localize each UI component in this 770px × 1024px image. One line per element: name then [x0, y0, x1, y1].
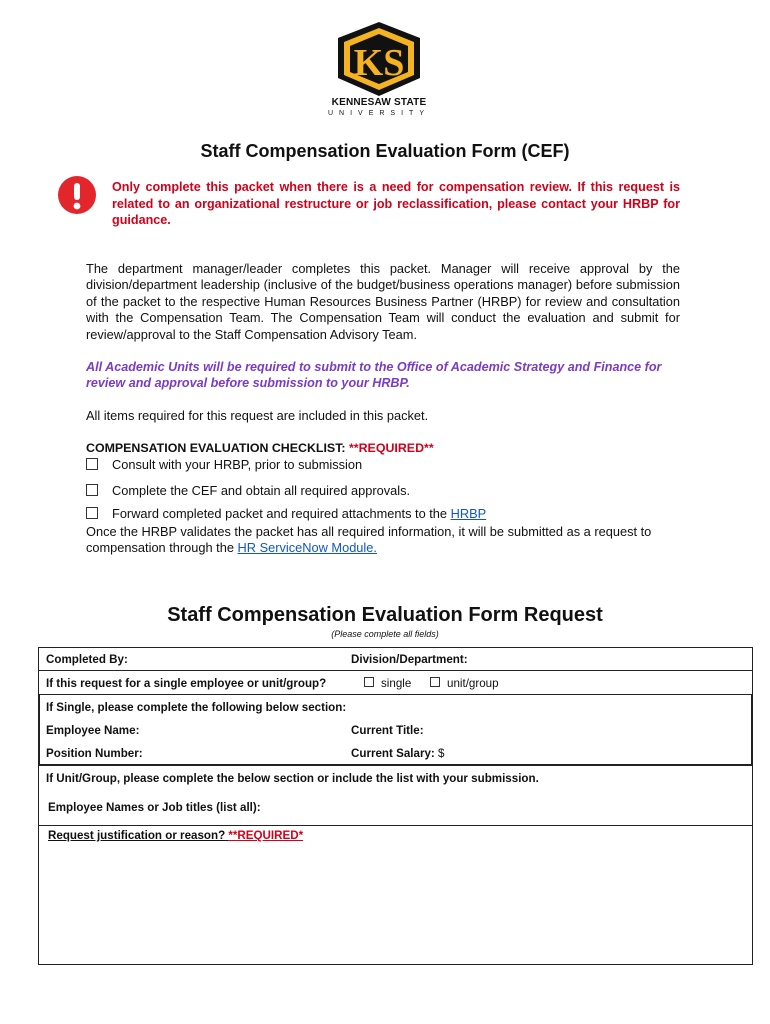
- request-form: [38, 647, 753, 965]
- checklist-item: [86, 483, 410, 498]
- university-logo: [328, 20, 430, 124]
- hrbp-link[interactable]: HRBP: [450, 506, 487, 521]
- form-row-divider: [38, 670, 753, 671]
- salary-symbol: $: [438, 747, 445, 760]
- checklist-item-label: Complete the CEF and obtain all required approvals.: [112, 483, 411, 498]
- form-subtitle: (Please complete all fields): [331, 629, 439, 639]
- justification-text: Request justification or reason?: [48, 829, 226, 842]
- page-title: Staff Compensation Evaluation Form (CEF): [200, 141, 570, 161]
- justification-required: **REQUIRED*: [228, 829, 304, 842]
- form-row-divider: [38, 764, 753, 766]
- unit-group-option-label: unit/group: [447, 677, 499, 690]
- current-salary-text: Current Salary:: [351, 747, 435, 760]
- checklist-item: [86, 457, 362, 472]
- checkbox[interactable]: [86, 507, 98, 519]
- form-title: Staff Compensation Evaluation Form Request: [167, 604, 603, 626]
- single-section-border: [38, 694, 40, 765]
- included-note: All items required for this request are included in this packet.: [86, 408, 429, 423]
- checklist-required-label: **REQUIRED**: [348, 441, 434, 455]
- completed-by-label: Completed By:: [46, 653, 128, 666]
- checklist-item-label: Forward completed packet and required attachments to the: [112, 506, 451, 521]
- logo-university-name: KENNESAW STATE: [331, 97, 427, 108]
- logo-university-sub: UNIVERSITY: [327, 110, 430, 117]
- checklist-item: [86, 506, 486, 521]
- position-number-label: Position Number:: [46, 747, 143, 760]
- employee-name-label: Employee Name:: [46, 724, 140, 737]
- exclamation-icon: [57, 175, 97, 215]
- form-border-top: [38, 647, 753, 648]
- svg-text:KS: KS: [353, 42, 405, 84]
- checklist-item-label: Consult with your HRBP, prior to submission: [112, 457, 363, 472]
- form-border-bottom: [38, 964, 753, 965]
- current-title-label: Current Title:: [351, 724, 424, 737]
- current-salary-label: [351, 747, 444, 760]
- single-section-border: [751, 694, 753, 765]
- single-section-heading: If Single, please complete the following below section:: [46, 701, 347, 714]
- checkbox[interactable]: [86, 484, 98, 496]
- request-type-question: If this request for a single employee or unit/group?: [46, 677, 327, 690]
- servicenow-link[interactable]: HR ServiceNow Module.: [237, 540, 377, 556]
- academic-note: All Academic Units will be required to submit to the Office of Academic Strategy and Finance for review and approval before submission to your HRBP.: [86, 360, 662, 391]
- form-row-divider: [38, 694, 753, 695]
- checklist-heading: [86, 441, 434, 455]
- unit-section-heading: If Unit/Group, please complete the below section or include the list with your submission.: [46, 772, 539, 785]
- division-label: Division/Department:: [351, 653, 468, 666]
- single-option-label: single: [381, 677, 412, 690]
- employee-names-label: Employee Names or Job titles (list all):: [48, 801, 261, 814]
- once-text: Once the HRBP validates the packet has all required information, it will be submitted as a request to compensation through the: [86, 524, 652, 556]
- once-paragraph: [86, 524, 686, 557]
- single-option[interactable]: [364, 677, 411, 690]
- ks-logo-icon: [328, 20, 430, 100]
- form-row-divider: [38, 825, 753, 826]
- alert-message: Only complete this packet when there is a need for compensation review. If this request is related to an organizational restructure or job reclassification, please contact your HRBP for guidance.: [112, 180, 680, 228]
- intro-paragraph: The department manager/leader completes this packet. Manager will receive approval by the division/department leadership (inclusive of the budget/business operations manager) before submission of the packet to the respective Human Resources Business Partner (HRBP) for review and consultation with the Compensation Team. The Compensation Team will conduct the evaluation and submit for review/approval to the Staff Compensation Advisory Team.: [86, 261, 680, 342]
- unit-group-option[interactable]: [430, 677, 499, 690]
- checkbox[interactable]: [364, 677, 374, 687]
- checklist-heading-label: COMPENSATION EVALUATION CHECKLIST:: [86, 441, 346, 455]
- checkbox[interactable]: [86, 458, 98, 470]
- justification-label: [48, 829, 303, 842]
- checkbox[interactable]: [430, 677, 440, 687]
